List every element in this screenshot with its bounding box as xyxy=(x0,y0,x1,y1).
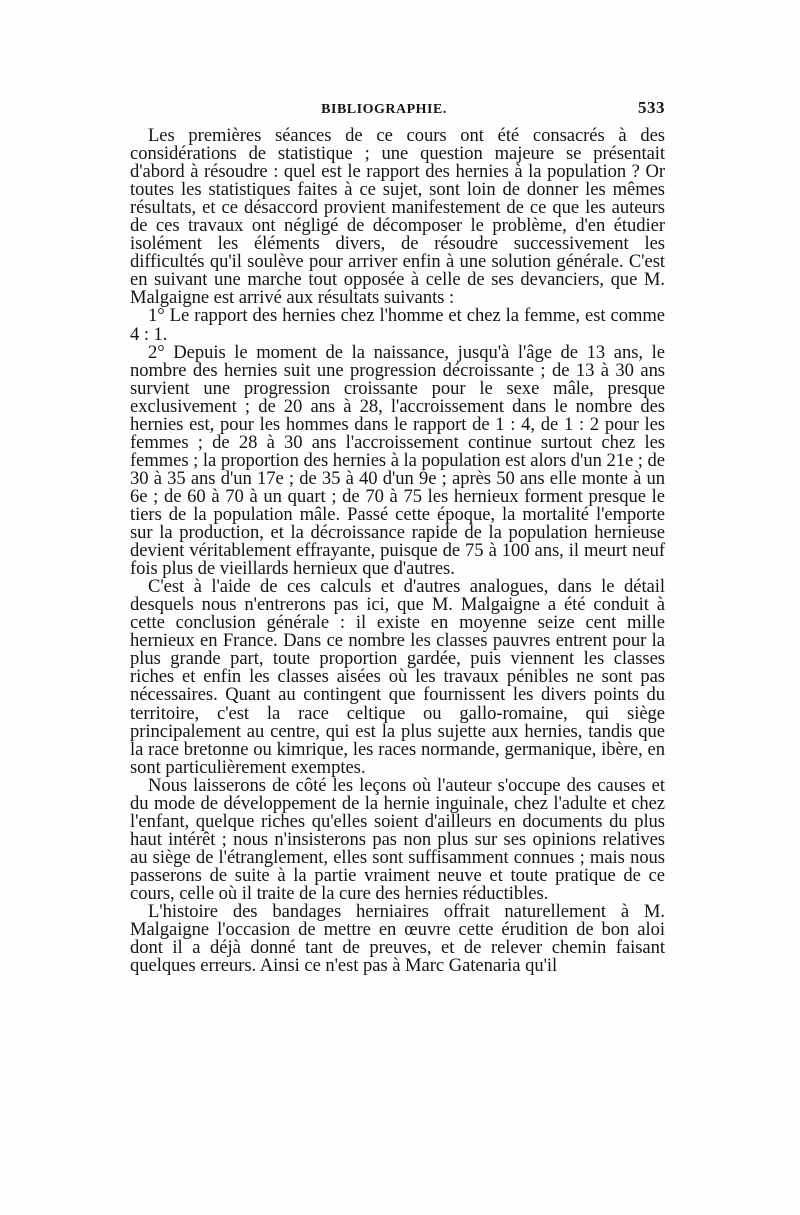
paragraph-bandages: L'histoire des bandages herniaires offrait naturellement à M. Malgaigne l'occasion de mettre en œuvre cette érudition de bon aloi dont il a déjà donné tant de preuves, et de relever chemin faisant quelques erreurs. Ainsi ce n'est pas à Marc Gatenaria qu'il xyxy=(130,901,665,977)
running-title: BIBLIOGRAPHIE. xyxy=(321,102,447,117)
paragraph-point-2: 2° Depuis le moment de la naissance, jusqu'à l'âge de 13 ans, le nombre des hernies suit une progression décroissante ; de 13 à 30 ans survient une progression croissante pour le sexe mâle, presque exclusivement ; de 20 ans à 28, l'accroissement dans le nombre des hernies est, pour les hommes dans le rapport de 1 : 4, de 1 : 2 pour les femmes ; de 28 à 30 ans l'accroissement continue surtout chez les femmes ; la proportion des hernies à la population est alors d'un 21e ; de 30 à 35 ans d'un 17e ; de 35 à 40 d'un 9e ; après 50 ans elle monte à un 6e ; de 60 à 70 à un quart ; de 70 à 75 les hernieux forment presque le tiers de la population mâle. Passé cette époque, la mortalité l'emporte sur la production, et la décroissance rapide de la population hernieuse devient véritablement effrayante, puisque de 75 à 100 ans, il meurt neuf fois plus de vieillards hernieux que d'autres. xyxy=(130,341,665,580)
paragraph-point-1: 1° Le rapport des hernies chez l'homme et chez la femme, est comme 4 : 1. xyxy=(130,305,665,345)
paragraph-causes: Nous laisserons de côté les leçons où l'auteur s'occupe des causes et du mode de développement de la hernie inguinale, chez l'adulte et chez l'enfant, quelque riches qu'elles soient d'ailleurs en documents du plus haut intérêt ; nous n'insisterons pas non plus sur ses opinions relatives au siège de l'étranglement, elles sont suffisamment connues ; mais nous passerons de suite à la partie vraiment neuve et toute pratique de ce cours, celle où il traite de la cure des hernies réductibles. xyxy=(130,774,665,904)
paragraph-statistics-intro: Les premières séances de ce cours ont été consacrés à des considérations de statistique ; une question majeure se présentait d'abord à résoudre : quel est le rapport des hernies à la population ? Or toutes les statistiques faites à ce sujet, sont loin de donner les mêmes résultats, et ce désaccord provient manifestement de ce que les auteurs de ces travaux ont négligé de décomposer le problème, d'en étudier isolément les éléments divers, de résoudre successivement les difficultés qu'il soulève pour arriver enfin à une solution générale. C'est en suivant une marche tout opposée à celle de ses devanciers, que M. Malgaigne est arrivé aux résultats suivants : xyxy=(130,125,665,309)
page-number: 533 xyxy=(638,98,665,117)
running-header xyxy=(130,98,665,118)
page-body xyxy=(130,127,665,975)
paragraph-conclusion: C'est à l'aide de ces calculs et d'autres analogues, dans le détail desquels nous n'entrerons pas ici, que M. Malgaigne a été conduit à cette conclusion générale : il existe en moyenne seize cent mille hernieux en France. Dans ce nombre les classes pauvres entrent pour la plus grande part, toute proportion gardée, puis viennent les classes riches et enfin les classes aisées où les travaux pénibles ne sont pas nécessaires. Quant au contingent que fournissent les divers points du territoire, c'est la race celtique ou gallo-romaine, qui siège principalement au centre, qui est la plus sujette aux hernies, tandis que la race bretonne ou kimrique, les races normande, germanique, ibère, en sont particulièrement exemptes. xyxy=(130,576,665,778)
